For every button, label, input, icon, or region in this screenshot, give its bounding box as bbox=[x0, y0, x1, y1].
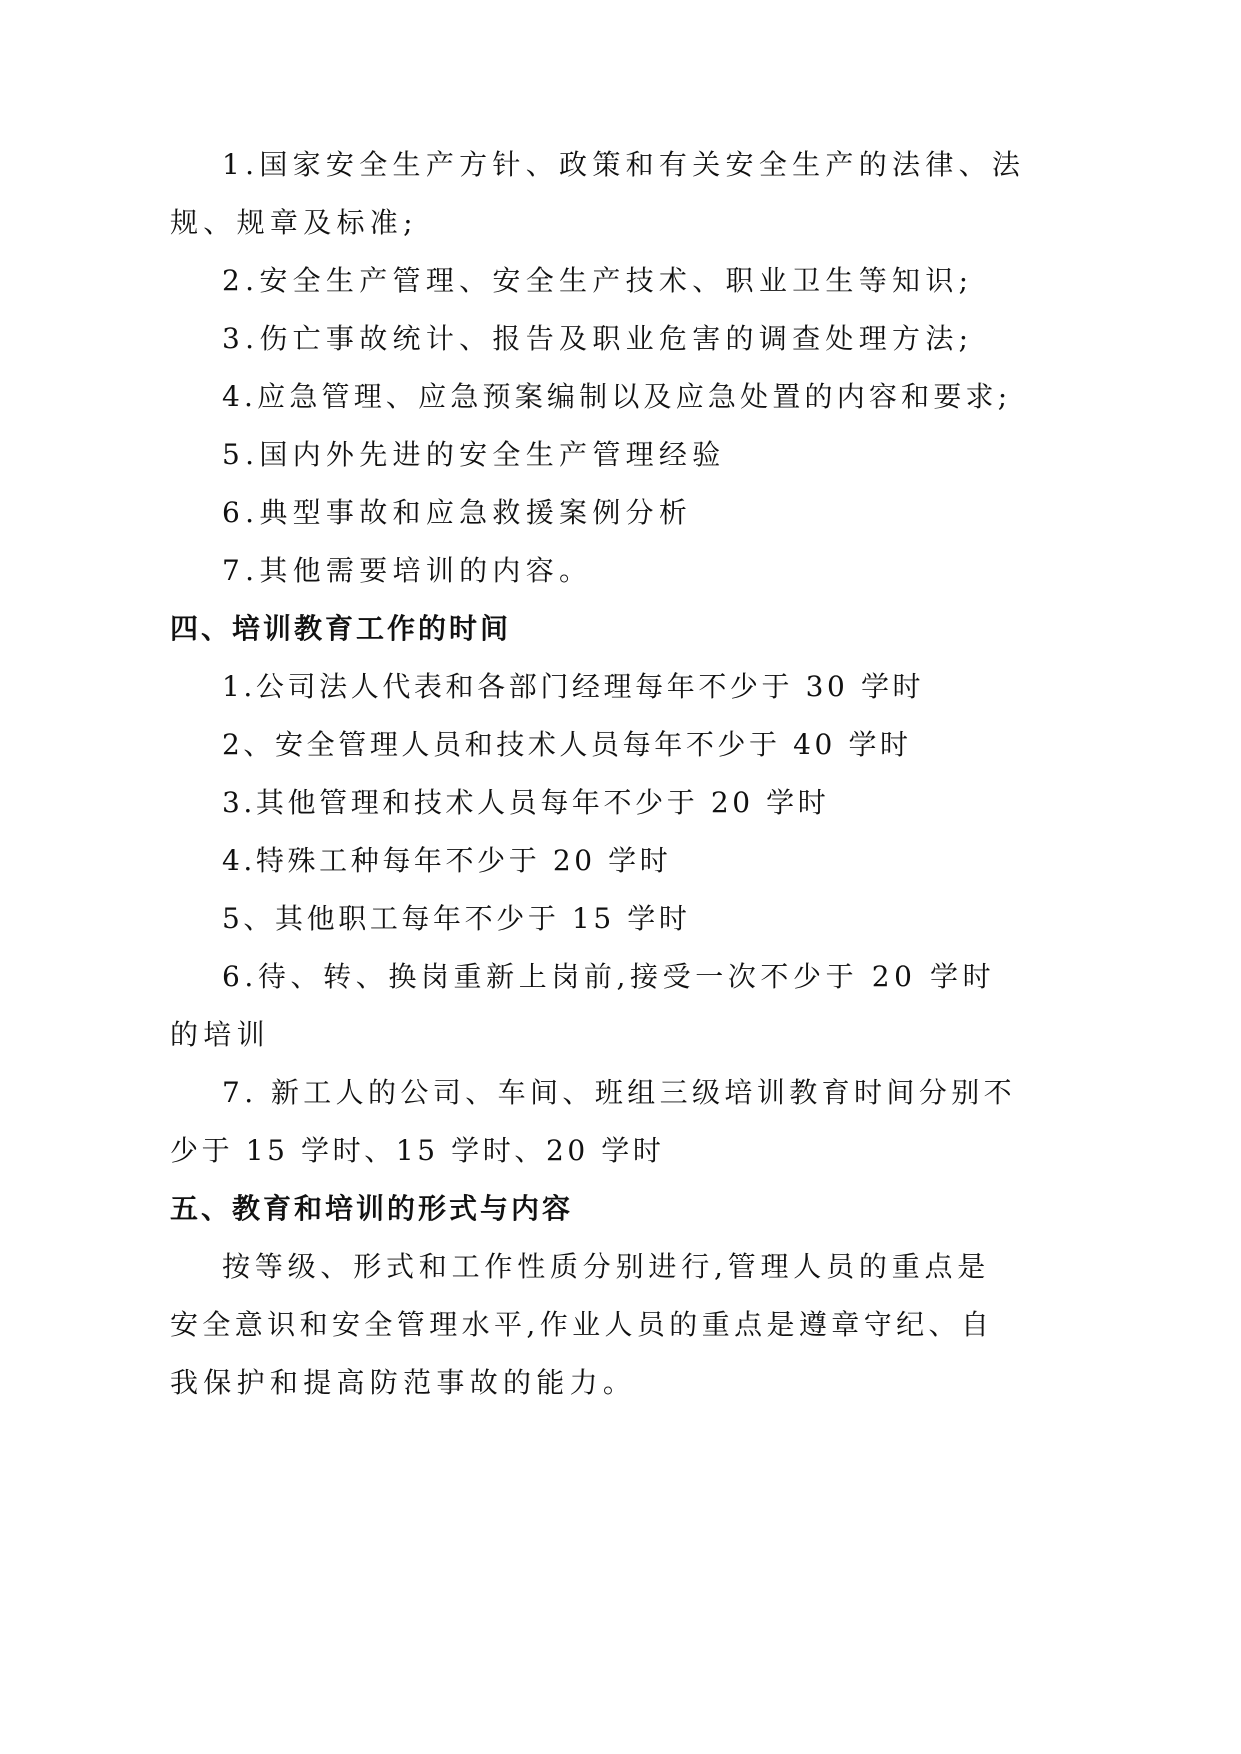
section3-item-5: 5.国内外先进的安全生产管理经验 bbox=[222, 438, 726, 471]
section5-line-1: 按等级、形式和工作性质分别进行,管理人员的重点是 bbox=[222, 1250, 991, 1283]
section3-item-6: 6.典型事故和应急救援案例分析 bbox=[222, 496, 693, 529]
section3-item-3: 3.伤亡事故统计、报告及职业危害的调查处理方法; bbox=[222, 322, 974, 355]
section4-heading: 四、培训教育工作的时间 bbox=[170, 612, 512, 645]
section5-line-3: 我保护和提高防范事故的能力。 bbox=[170, 1366, 637, 1399]
section3-item-2: 2.安全生产管理、安全生产技术、职业卫生等知识; bbox=[222, 264, 974, 297]
section3-item-1-continued: 规、规章及标准; bbox=[170, 206, 418, 239]
section4-line-2: 2、安全管理人员和技术人员每年不少于 40 学时 bbox=[222, 728, 912, 761]
section4-line-7-continued: 少于 15 学时、15 学时、20 学时 bbox=[170, 1134, 665, 1167]
section4-line-6: 6.待、转、换岗重新上岗前,接受一次不少于 20 学时 bbox=[222, 960, 996, 993]
section3-item-7: 7.其他需要培训的内容。 bbox=[222, 554, 593, 587]
section5-line-2: 安全意识和安全管理水平,作业人员的重点是遵章守纪、自 bbox=[170, 1308, 994, 1341]
section4-line-1: 1.公司法人代表和各部门经理每年不少于 30 学时 bbox=[222, 670, 925, 703]
section4-line-5: 5、其他职工每年不少于 15 学时 bbox=[222, 902, 691, 935]
section3-item-1: 1.国家安全生产方针、政策和有关安全生产的法律、法 bbox=[222, 148, 1026, 181]
section4-line-6-continued: 的培训 bbox=[170, 1018, 270, 1051]
section4-line-3: 3.其他管理和技术人员每年不少于 20 学时 bbox=[222, 786, 830, 819]
section4-line-7: 7. 新工人的公司、车间、班组三级培训教育时间分别不 bbox=[222, 1076, 1017, 1109]
section5-heading: 五、教育和培训的形式与内容 bbox=[170, 1192, 574, 1225]
section3-item-4: 4.应急管理、应急预案编制以及应急处置的内容和要求; bbox=[222, 380, 1012, 413]
section4-line-4: 4.特殊工种每年不少于 20 学时 bbox=[222, 844, 672, 877]
